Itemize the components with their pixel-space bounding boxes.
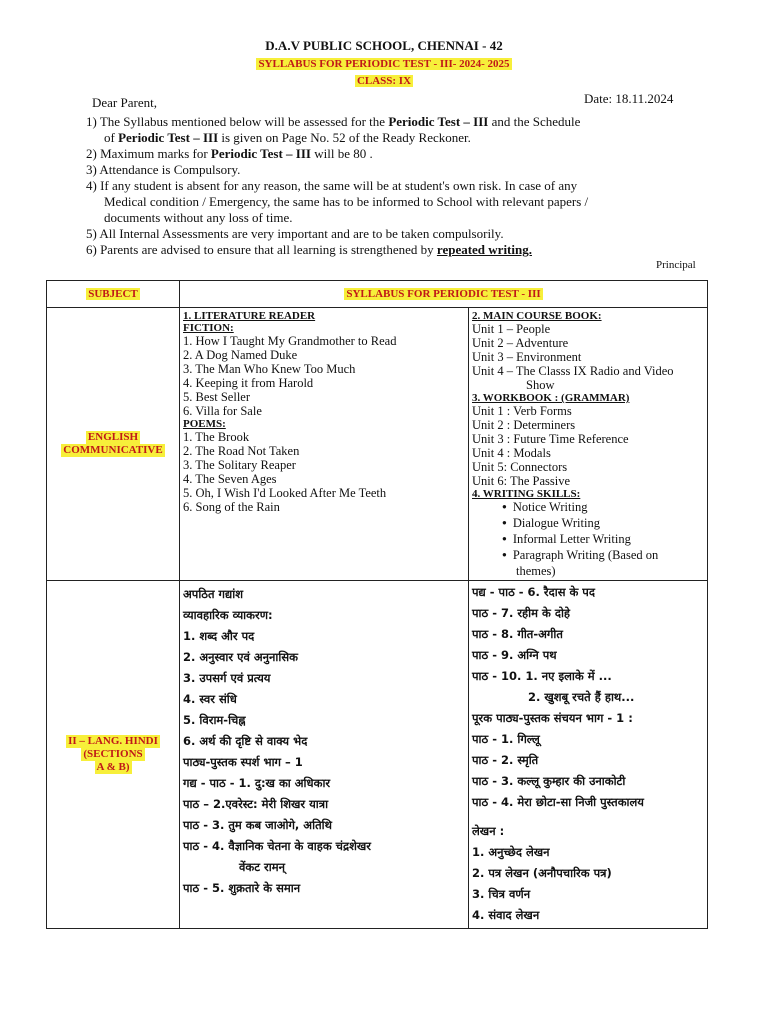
list-item: 1. शब्द और पद bbox=[183, 629, 255, 643]
list-item: पाठ - 10. 1. नए इलाके में ... bbox=[472, 669, 612, 683]
list-item: 2. अनुस्वार एवं अनुनासिक bbox=[183, 650, 298, 664]
list-item: लेखन : bbox=[472, 824, 505, 838]
list-item: ● Dialogue Writing bbox=[472, 516, 704, 532]
instruction-4: 4) If any student is absent for any reason, the same will be at student's own risk. In case of any Medical condition / Emergency, the same has to be informed to School with relevant papers / documents without any loss of time. bbox=[86, 178, 589, 225]
syllabus-title-text: SYLLABUS FOR PERIODIC TEST - III- 2024- 2025 bbox=[258, 58, 510, 70]
instruction-1-cont: of Periodic Test – III is given on Page No. 52 of the Ready Reckoner. bbox=[104, 130, 471, 145]
list-item: ● Informal Letter Writing bbox=[472, 532, 704, 548]
list-item: 3. The Solitary Reaper bbox=[183, 458, 296, 472]
list-item: 4. The Seven Ages bbox=[183, 472, 277, 486]
instruction-3: 3) Attendance is Compulsory. bbox=[86, 162, 241, 177]
list-item: पाठ - 4. वैज्ञानिक चेतना के वाहक चंद्रशेखर bbox=[183, 839, 371, 853]
list-item: Unit 6: The Passive bbox=[472, 474, 571, 488]
list-item: पाठ - 1. गिल्लू bbox=[472, 732, 540, 746]
instruction-6: 6) Parents are advised to ensure that all learning is strengthened by repeated writing. bbox=[86, 242, 532, 257]
list-item: 4. संवाद लेखन bbox=[472, 908, 540, 922]
list-item: ● Paragraph Writing (Based on bbox=[472, 548, 704, 564]
list-item: Unit 1 : Verb Forms bbox=[472, 404, 572, 418]
list-item: पाठ - 3. तुम कब जाओगे, अतिथि bbox=[183, 818, 332, 832]
school-name: D.A.V PUBLIC SCHOOL, CHENNAI - 42 bbox=[265, 38, 503, 53]
list-item: 4. स्वर संधि bbox=[183, 692, 237, 706]
list-item: ● Notice Writing bbox=[472, 500, 704, 516]
hindi-left-col bbox=[180, 581, 469, 929]
list-item: पद्य - पाठ - 6. रैदास के पद bbox=[472, 585, 595, 599]
list-item: अपठित गद्यांश bbox=[183, 587, 244, 601]
list-item: 5. Best Seller bbox=[183, 390, 251, 404]
subject-english: ENGLISH COMMUNICATIVE bbox=[47, 308, 180, 581]
list-item: Unit 4 – The Classs IX Radio and Video bbox=[472, 364, 674, 378]
header-syllabus: SYLLABUS FOR PERIODIC TEST - III bbox=[180, 281, 708, 308]
list-item: पूरक पाठ्य-पुस्तक संचयन भाग - 1 : bbox=[472, 711, 633, 725]
english-coursebook-col: 2. MAIN COURSE BOOK: Unit 1 – People Unit 2 – Adventure Unit 3 – Environment Unit 4 – The Classs IX Radio and Video Show 3. WORKBOOK : (GRAMMAR) Unit 1 : Verb Forms Unit 2 : Determiners Unit 3 : Future Time Reference Unit 4 : Modals Unit 5: Connectors Unit 6: The Passive 4. WRITING SKILLS: ● Notice Writing ● Dialogue Writing ● Informal Letter Writing ● Paragraph Writing (Based on themes) bbox=[469, 308, 708, 581]
list-item: पाठ - 9. अग्नि पथ bbox=[472, 648, 557, 662]
list-item: 5. विराम-चिह्न bbox=[183, 713, 246, 727]
english-literature-col: 1. LITERATURE READER FICTION: 1. How I Taught My Grandmother to Read 2. A Dog Named Duke 3. The Man Who Knew Too Much 4. Keeping it from Harold 5. Best Seller 6. Villa for Sale POEMS: 1. The Brook 2. The Road Not Taken 3. The Solitary Reaper 4. The Seven Ages 5. Oh, I Wish I'd Looked After Me Teeth 6. Song of the Rain bbox=[180, 308, 469, 581]
list-item: पाठ - 3. कल्लू कुम्हार की उनाकोटी bbox=[472, 774, 626, 788]
spacer bbox=[472, 813, 704, 821]
instruction-1: 1) The Syllabus mentioned below will be assessed for the Periodic Test – III and the Schedule of Periodic Test – III is given on Page No. 52 of the Ready Reckoner. bbox=[86, 114, 726, 146]
list-item: Unit 4 : Modals bbox=[472, 446, 551, 460]
list-item: पाठ्य-पुस्तक स्पर्श भाग – 1 bbox=[183, 755, 303, 769]
class-title bbox=[0, 75, 768, 87]
list-item: 5. Oh, I Wish I'd Looked After Me Teeth bbox=[183, 486, 387, 500]
list-item: Unit 3 – Environment bbox=[472, 350, 582, 364]
list-item: 2. A Dog Named Duke bbox=[183, 348, 298, 362]
list-item: 1. अनुच्छेद लेखन bbox=[472, 845, 550, 859]
list-item: Unit 5: Connectors bbox=[472, 460, 568, 474]
instruction-2: 2) Maximum marks for Periodic Test – III will be 80 . bbox=[86, 146, 373, 161]
subject-hindi: II – LANG. HINDI (SECTIONS A & B) bbox=[47, 581, 180, 929]
class-title-text: CLASS: IX bbox=[356, 75, 412, 87]
list-item: 2. The Road Not Taken bbox=[183, 444, 300, 458]
list-item: 6. Villa for Sale bbox=[183, 404, 262, 418]
list-item: Unit 3 : Future Time Reference bbox=[472, 432, 629, 446]
table-header-row bbox=[47, 281, 708, 308]
header-subject: SUBJECT bbox=[47, 281, 180, 308]
list-item: 6. Song of the Rain bbox=[183, 500, 280, 514]
list-item: 6. अर्थ की दृष्टि से वाक्य भेद bbox=[183, 734, 308, 748]
table-row-english bbox=[47, 308, 708, 581]
list-item: 1. The Brook bbox=[183, 430, 250, 444]
list-item: Unit 2 : Determiners bbox=[472, 418, 576, 432]
principal-signature: Principal bbox=[656, 259, 696, 271]
syllabus-table bbox=[46, 280, 708, 929]
list-item: पाठ – 2.एवरेस्ट: मेरी शिखर यात्रा bbox=[183, 797, 329, 811]
instructions-list bbox=[86, 114, 726, 258]
list-item: पाठ - 4. मेरा छोटा-सा निजी पुस्तकालय bbox=[472, 795, 644, 809]
table-row-hindi bbox=[47, 581, 708, 929]
list-item: 3. उपसर्ग एवं प्रत्यय bbox=[183, 671, 271, 685]
list-item: वेंकट रामन् bbox=[239, 860, 285, 874]
list-item: गद्य - पाठ - 1. दु:ख का अधिकार bbox=[183, 776, 331, 790]
list-item: पाठ - 2. स्मृति bbox=[472, 753, 539, 767]
list-item: 1. How I Taught My Grandmother to Read bbox=[183, 334, 397, 348]
list-item: व्यावहारिक व्याकरण: bbox=[183, 608, 273, 622]
list-item: Show bbox=[526, 378, 555, 392]
list-item: 3. चित्र वर्णन bbox=[472, 887, 531, 901]
list-item: 4. Keeping it from Harold bbox=[183, 376, 314, 390]
instruction-5: 5) All Internal Assessments are very important and are to be taken compulsorily. bbox=[86, 226, 504, 241]
date: Date: 18.11.2024 bbox=[584, 91, 674, 106]
list-item: 3. The Man Who Knew Too Much bbox=[183, 362, 356, 376]
list-item: Unit 2 – Adventure bbox=[472, 336, 569, 350]
hindi-right-col bbox=[469, 581, 708, 929]
list-item: 2. खुशबू रचते हैं हाथ... bbox=[528, 690, 635, 704]
list-item: 2. पत्र लेखन (अनौपचारिक पत्र) bbox=[472, 866, 612, 880]
list-item: पाठ - 7. रहीम के दोहे bbox=[472, 606, 571, 620]
list-item: Unit 1 – People bbox=[472, 322, 551, 336]
list-item: पाठ - 5. शुक्रतारे के समान bbox=[183, 881, 301, 895]
list-item: themes) bbox=[516, 564, 556, 578]
list-item: पाठ - 8. गीत-अगीत bbox=[472, 627, 563, 641]
salutation: Dear Parent, bbox=[92, 95, 157, 110]
syllabus-title bbox=[0, 58, 768, 70]
